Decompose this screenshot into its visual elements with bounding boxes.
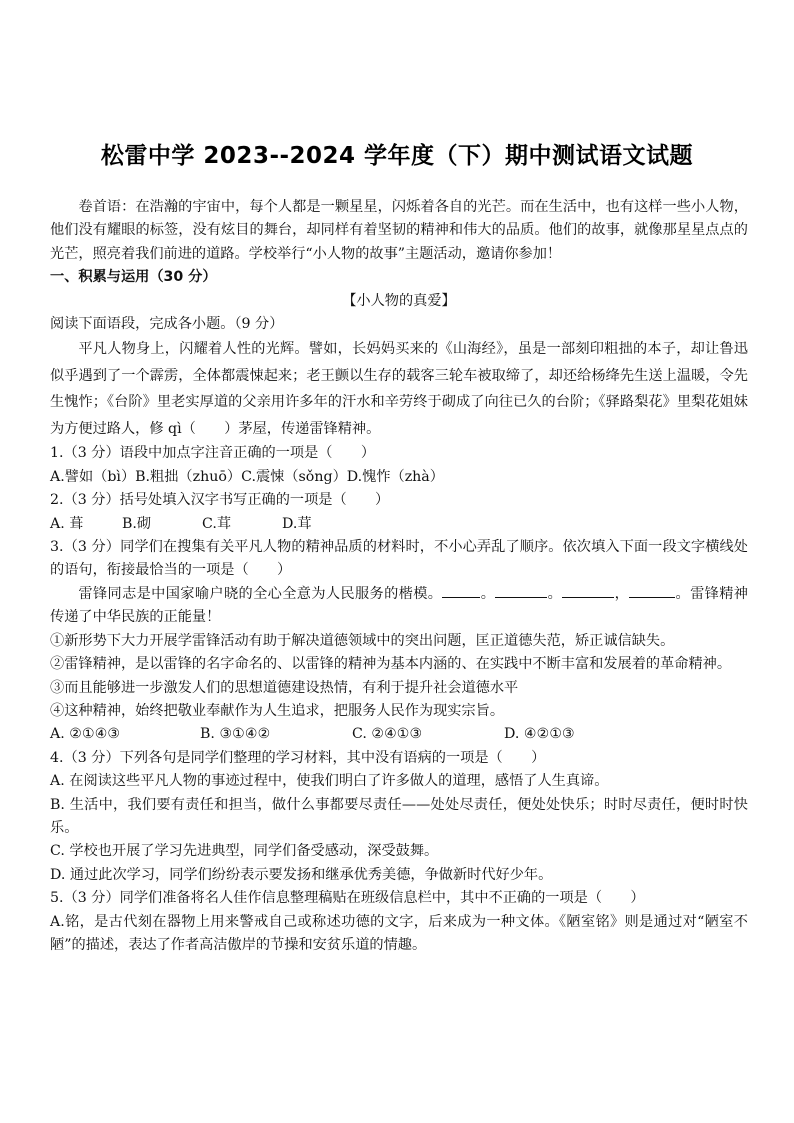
option-b: B.砌 [122,515,152,532]
intro-paragraph: 卷首语：在浩瀚的宇宙中，每个人都是一颗星星，闪烁着各自的光芒。而在生活中，也有这样一些小人物，他们没有耀眼的标签，没有炫目的舞台，却同样有着坚韧的精神和伟大的品质。他们的故事，就像那星星点点的光芒，照亮着我们前进的道路。学校举行“小人物的故事”主题活动，邀请你参加！ [50,199,748,262]
exam-body [50,196,748,957]
question-4-option-b: B. 生活中，我们要有责任和担当，做什么事都要尽责任——处处尽责任，便处处快乐；时时尽责任，便时时快乐。 [50,796,748,836]
question-5-option-a: A.铭，是古代刻在器物上用来警戒自己或称述功德的文字，后来成为一种文体。《陋室铭》则是通过对“陋室不陋”的描述，表达了作者高洁傲岸的节操和安贫乐道的情趣。 [50,913,748,953]
blank-4 [629,583,675,598]
option-b: B. ③①④② [200,726,271,743]
blank-3 [562,583,614,598]
sub-heading: 【小人物的真爱】 [342,292,456,309]
question-3-item-1: ①新形势下大力开展学雷锋活动有助于解决道德领域中的突出问题，匡正道德失范，矫正诚信缺失。 [50,632,675,649]
section-heading: 一、积累与运用（30 分） [50,269,217,286]
option-a: A. ②①④③ [50,726,121,743]
reading-passage: 平凡人物身上，闪耀着人性的光辉。譬如，长妈妈买来的《山海经》，虽是一部刻印粗拙的本子，却让鲁迅似乎遇到了一个霹雳，全体都震悚起来；老王颤以生存的载客三轮车被取缔了，却还给杨绛先生送上温暖，令先生愧怍；《台阶》里老实厚道的父亲用许多年的汗水和辛劳终于砌成了向往已久的台阶；《驿路梨花》里梨花姐妹为方便过路人，修 qì（ ）茅屋，传递雷锋精神。 [50,341,748,437]
option-d: D. ④②①③ [504,726,575,743]
question-4-option-d: D. 通过此次学习，同学们纷纷表示要发扬和继承优秀美德，争做新时代好少年。 [50,866,553,883]
question-3-item-2: ②雷锋精神，是以雷锋的名字命名的、以雷锋的精神为基本内涵的、在实践中不断丰富和发展着的革命精神。 [50,656,732,673]
blank-1 [442,583,480,598]
option-c: C.茸 [202,515,232,532]
option-d: D.茸 [282,515,312,532]
reading-instruction: 阅读下面语段，完成各小题。（9 分） [50,316,284,333]
question-1-options: A.譬如（bì）B.粗拙（zhuō）C.震悚（sǒng）D.愧怍（zhà） [50,468,444,485]
exam-title: 松雷中学 2023--2024 学年度（下）期中测试语文试题 [100,143,694,169]
option-c: C. ②④①③ [352,726,423,743]
blank-2 [495,583,547,598]
question-4-option-a: A. 在阅读这些平凡人物的事迹过程中，使我们明白了许多做人的道理，感悟了人生真谛。 [50,773,609,790]
question-1-stem: 1.（3 分）语段中加点字注音正确的一项是（ ） [50,445,376,462]
question-3-passage: 雷锋同志是中国家喻户晓的全心全意为人民服务的楷模。 。 。 ， 。雷锋精神传递了中华民族的正能量！ [50,583,748,630]
question-3-options [50,723,748,746]
question-4-option-c: C. 学校也开展了学习先进典型，同学们备受感动，深受鼓舞。 [50,843,439,860]
question-4-stem: 4.（3 分）下列各句是同学们整理的学习材料，其中没有语病的一项是（ ） [50,749,546,766]
question-3-stem: 3.（3 分）同学们在搜集有关平凡人物的精神品质的材料时，不小心弄乱了顺序。依次填入下面一段文字横线处的语句，衔接最恰当的一项是（ ） [50,539,748,579]
question-5-stem: 5.（3 分）同学们准备将名人佳作信息整理稿贴在班级信息栏中，其中不正确的一项是（ ） [50,890,645,907]
question-2-options [50,513,748,536]
question-3-tail: 雷锋精神传递了中华民族的正能量！ [50,585,748,626]
question-3-item-4: ④这种精神，始终把敬业奉献作为人生追求，把服务人民作为现实宗旨。 [50,702,505,719]
question-3-item-3: ③而且能够进一步激发人们的思想道德建设热情，有利于提升社会道德水平 [50,679,519,696]
question-2-stem: 2.（3 分）括号处填入汉字书写正确的一项是（ ） [50,492,390,509]
question-3-lead: 雷锋同志是中国家喻户晓的全心全意为人民服务的楷模。 [78,585,443,602]
option-a: A. 葺 [50,515,84,532]
